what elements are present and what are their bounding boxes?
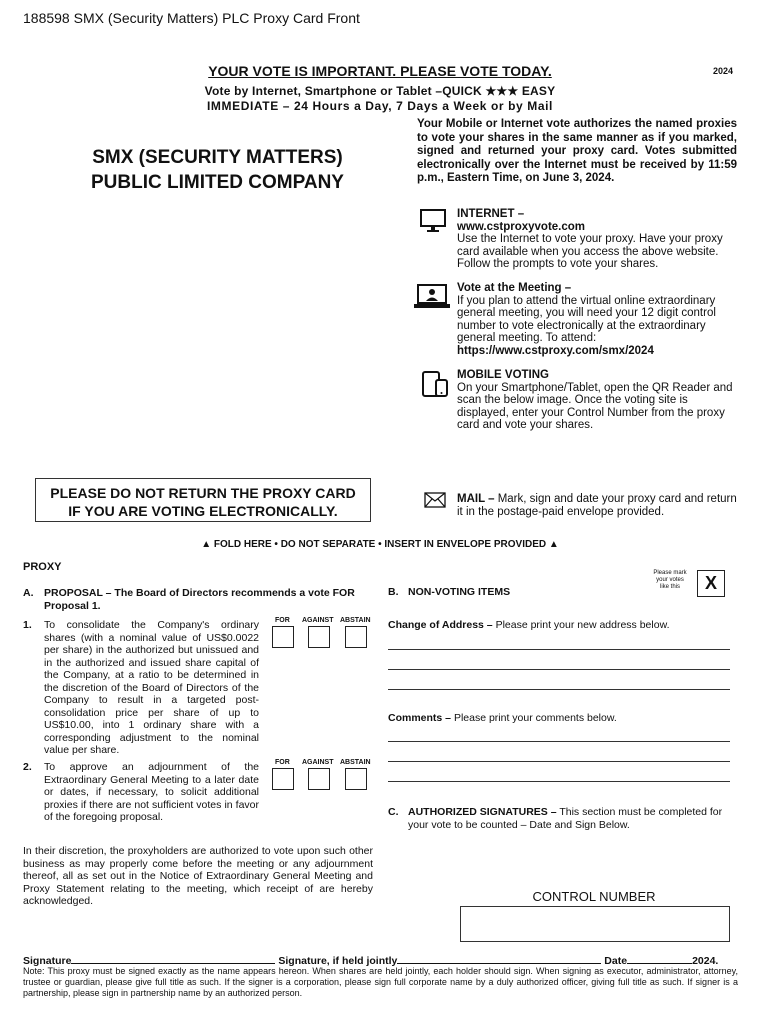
- mobile-internet-notice: Your Mobile or Internet vote authorizes the named proxies to vote your shares in the same manner as if you marked, signed and returned your proxy card. Votes submitted electronically over the Internet must be received by 11:59 p.m., Eastern Time, on June 3, 2024.: [417, 118, 737, 184]
- comments-title: Comments –: [388, 712, 452, 724]
- mark-hint: [647, 570, 693, 591]
- mobile-text: On your Smartphone/Tablet, open the QR Reader and scan the below image. Once the voting site is displayed, enter your Control Number from the proxy card and vote your shares.: [457, 381, 733, 431]
- comments-line-2[interactable]: [388, 761, 730, 762]
- meeting-section: [457, 282, 747, 357]
- mark-hint-line3: like this: [659, 584, 680, 590]
- proposal-1-for-checkbox[interactable]: [272, 626, 294, 648]
- change-of-address-title: Change of Address –: [388, 619, 493, 631]
- meeting-title: Vote at the Meeting –: [457, 282, 572, 294]
- proposal-2-text: To approve an adjournment of the Extraordinary General Meeting to a later date or dates, if necessary, to solicit additional proxies if there are not sufficient votes in favor of the foregoing proposal.: [44, 761, 259, 823]
- proposal-2-abstain-header: ABSTAIN: [340, 759, 371, 766]
- do-not-return-line2: IF YOU ARE VOTING ELECTRONICALLY.: [68, 503, 338, 519]
- control-number-box: [460, 906, 730, 942]
- section-c-letter: C.: [388, 806, 399, 818]
- mail-section: [457, 493, 737, 518]
- proposal-2-for-checkbox[interactable]: [272, 768, 294, 790]
- proposal-1-against-checkbox[interactable]: [308, 626, 330, 648]
- signing-note: Note: This proxy must be signed exactly as the name appears hereon. When shares are held jointly, each holder should sign. When signing as executor, administrator, attorney, trustee or guardian, please give full title as such. If the signer is a corporation, please sign full corporate name by a duly authorized officer, giving full title as such. If signer is a partnership, please sign in partnership name by an authorized person.: [23, 966, 738, 998]
- comments-label: [388, 712, 738, 725]
- date-year: 2024.: [692, 955, 719, 967]
- document-header: 188598 SMX (Security Matters) PLC Proxy Card Front: [23, 10, 360, 26]
- meeting-text: If you plan to attend the virtual online extraordinary general meeting, you will need your 12 digit control number to vote electronically at the extraordinary general meeting. To attend:: [457, 294, 716, 344]
- mail-text: Mark, sign and date your proxy card and return it in the postage-paid envelope provided.: [457, 493, 737, 518]
- vote-methods-line: Vote by Internet, Smartphone or Tablet –QUICK ★★★ EASY: [204, 84, 556, 98]
- section-c-block: [408, 806, 743, 831]
- company-name-line1: SMX (SECURITY MATTERS): [92, 147, 343, 168]
- proposal-1-number: 1.: [23, 619, 32, 631]
- comments-text: Please print your comments below.: [453, 712, 617, 724]
- proposal-1-against-header: AGAINST: [302, 617, 334, 624]
- proposal-2-number: 2.: [23, 761, 32, 773]
- change-of-address-text: Please print your new address below.: [495, 619, 670, 631]
- comments-line-3[interactable]: [388, 781, 730, 782]
- proposal-2-against-checkbox[interactable]: [308, 768, 330, 790]
- laptop-meeting-icon: [413, 284, 451, 315]
- proposal-2-against-header: AGAINST: [302, 759, 334, 766]
- mobile-devices-icon: [421, 370, 449, 403]
- vote-availability-line: IMMEDIATE – 24 Hours a Day, 7 Days a Week or by Mail: [207, 99, 553, 113]
- proposal-2-abstain-checkbox[interactable]: [345, 768, 367, 790]
- section-c-text: This section must be completed for your vote to be counted – Date and Sign Below.: [408, 806, 723, 831]
- signature-field[interactable]: [71, 954, 275, 964]
- section-b-letter: B.: [388, 586, 399, 598]
- section-a-letter: A.: [23, 587, 34, 599]
- do-not-return-line1: PLEASE DO NOT RETURN THE PROXY CARD: [50, 485, 356, 501]
- meeting-url[interactable]: https://www.cstproxy.com/smx/2024: [457, 344, 654, 357]
- computer-monitor-icon: [420, 209, 446, 238]
- joint-signature-label: Signature, if held jointly: [278, 955, 398, 967]
- company-name: [40, 145, 395, 195]
- envelope-icon: [424, 492, 446, 513]
- address-line-2[interactable]: [388, 669, 730, 670]
- mobile-section: [457, 369, 742, 432]
- change-of-address-label: [388, 619, 738, 632]
- section-c-title: AUTHORIZED SIGNATURES –: [408, 806, 557, 818]
- joint-signature-field[interactable]: [397, 954, 601, 964]
- proposal-2-for-header: FOR: [275, 759, 290, 766]
- proposal-1-text: To consolidate the Company's ordinary shares (with a nominal value of US$0.0022 per share) in the authorized but unissued and in the authorized and issued share capital of the Company, at a ratio to be determined in the discretion of the Board of Directors of the Company to result in a targeted post-consolidation price per share of up to US$10.00, into 1 ordinary share with a corresponding adjustment to the nominal value per share.: [44, 619, 259, 756]
- proxy-label: PROXY: [23, 561, 62, 573]
- date-label: Date: [604, 955, 628, 967]
- internet-url[interactable]: www.cstproxyvote.com: [457, 220, 586, 233]
- mark-example-box: X: [697, 570, 725, 597]
- address-line-3[interactable]: [388, 689, 730, 690]
- signature-label: Signature: [23, 955, 72, 967]
- address-line-1[interactable]: [388, 649, 730, 650]
- date-field[interactable]: [627, 954, 692, 964]
- do-not-return-notice: [35, 478, 371, 522]
- discretion-text: In their discretion, the proxyholders are authorized to vote upon such other business as may properly come before the meeting or any adjournment thereof, all as set out in the Notice of Extraordinary General Meeting and Proxy Statement relating to the meeting, which receipt of are hereby acknowledged.: [23, 845, 373, 907]
- company-name-line2: PUBLIC LIMITED COMPANY: [91, 172, 344, 193]
- proposal-1-abstain-header: ABSTAIN: [340, 617, 371, 624]
- mobile-title: MOBILE VOTING: [457, 369, 549, 381]
- year-label: 2024: [713, 66, 734, 76]
- section-b-title: NON-VOTING ITEMS: [408, 586, 511, 598]
- comments-line-1[interactable]: [388, 741, 730, 742]
- proposal-1-for-header: FOR: [275, 617, 290, 624]
- control-number-label: CONTROL NUMBER: [532, 889, 656, 904]
- mail-title: MAIL –: [457, 493, 495, 505]
- fold-instructions: ▲ FOLD HERE • DO NOT SEPARATE • INSERT IN ENVELOPE PROVIDED ▲: [201, 539, 559, 550]
- internet-title: INTERNET –: [457, 208, 525, 220]
- section-a-title: PROPOSAL – The Board of Directors recommends a vote FOR Proposal 1.: [44, 587, 355, 612]
- proposal-1-abstain-checkbox[interactable]: [345, 626, 367, 648]
- mark-hint-line1: Please mark: [653, 570, 687, 576]
- internet-section: [457, 208, 747, 271]
- internet-text: Use the Internet to vote your proxy. Have your proxy card available when you access the above website. Follow the prompts to vote your shares.: [457, 233, 723, 270]
- mark-hint-line2: your votes: [656, 577, 684, 583]
- vote-important-heading: YOUR VOTE IS IMPORTANT. PLEASE VOTE TODAY.: [208, 63, 552, 79]
